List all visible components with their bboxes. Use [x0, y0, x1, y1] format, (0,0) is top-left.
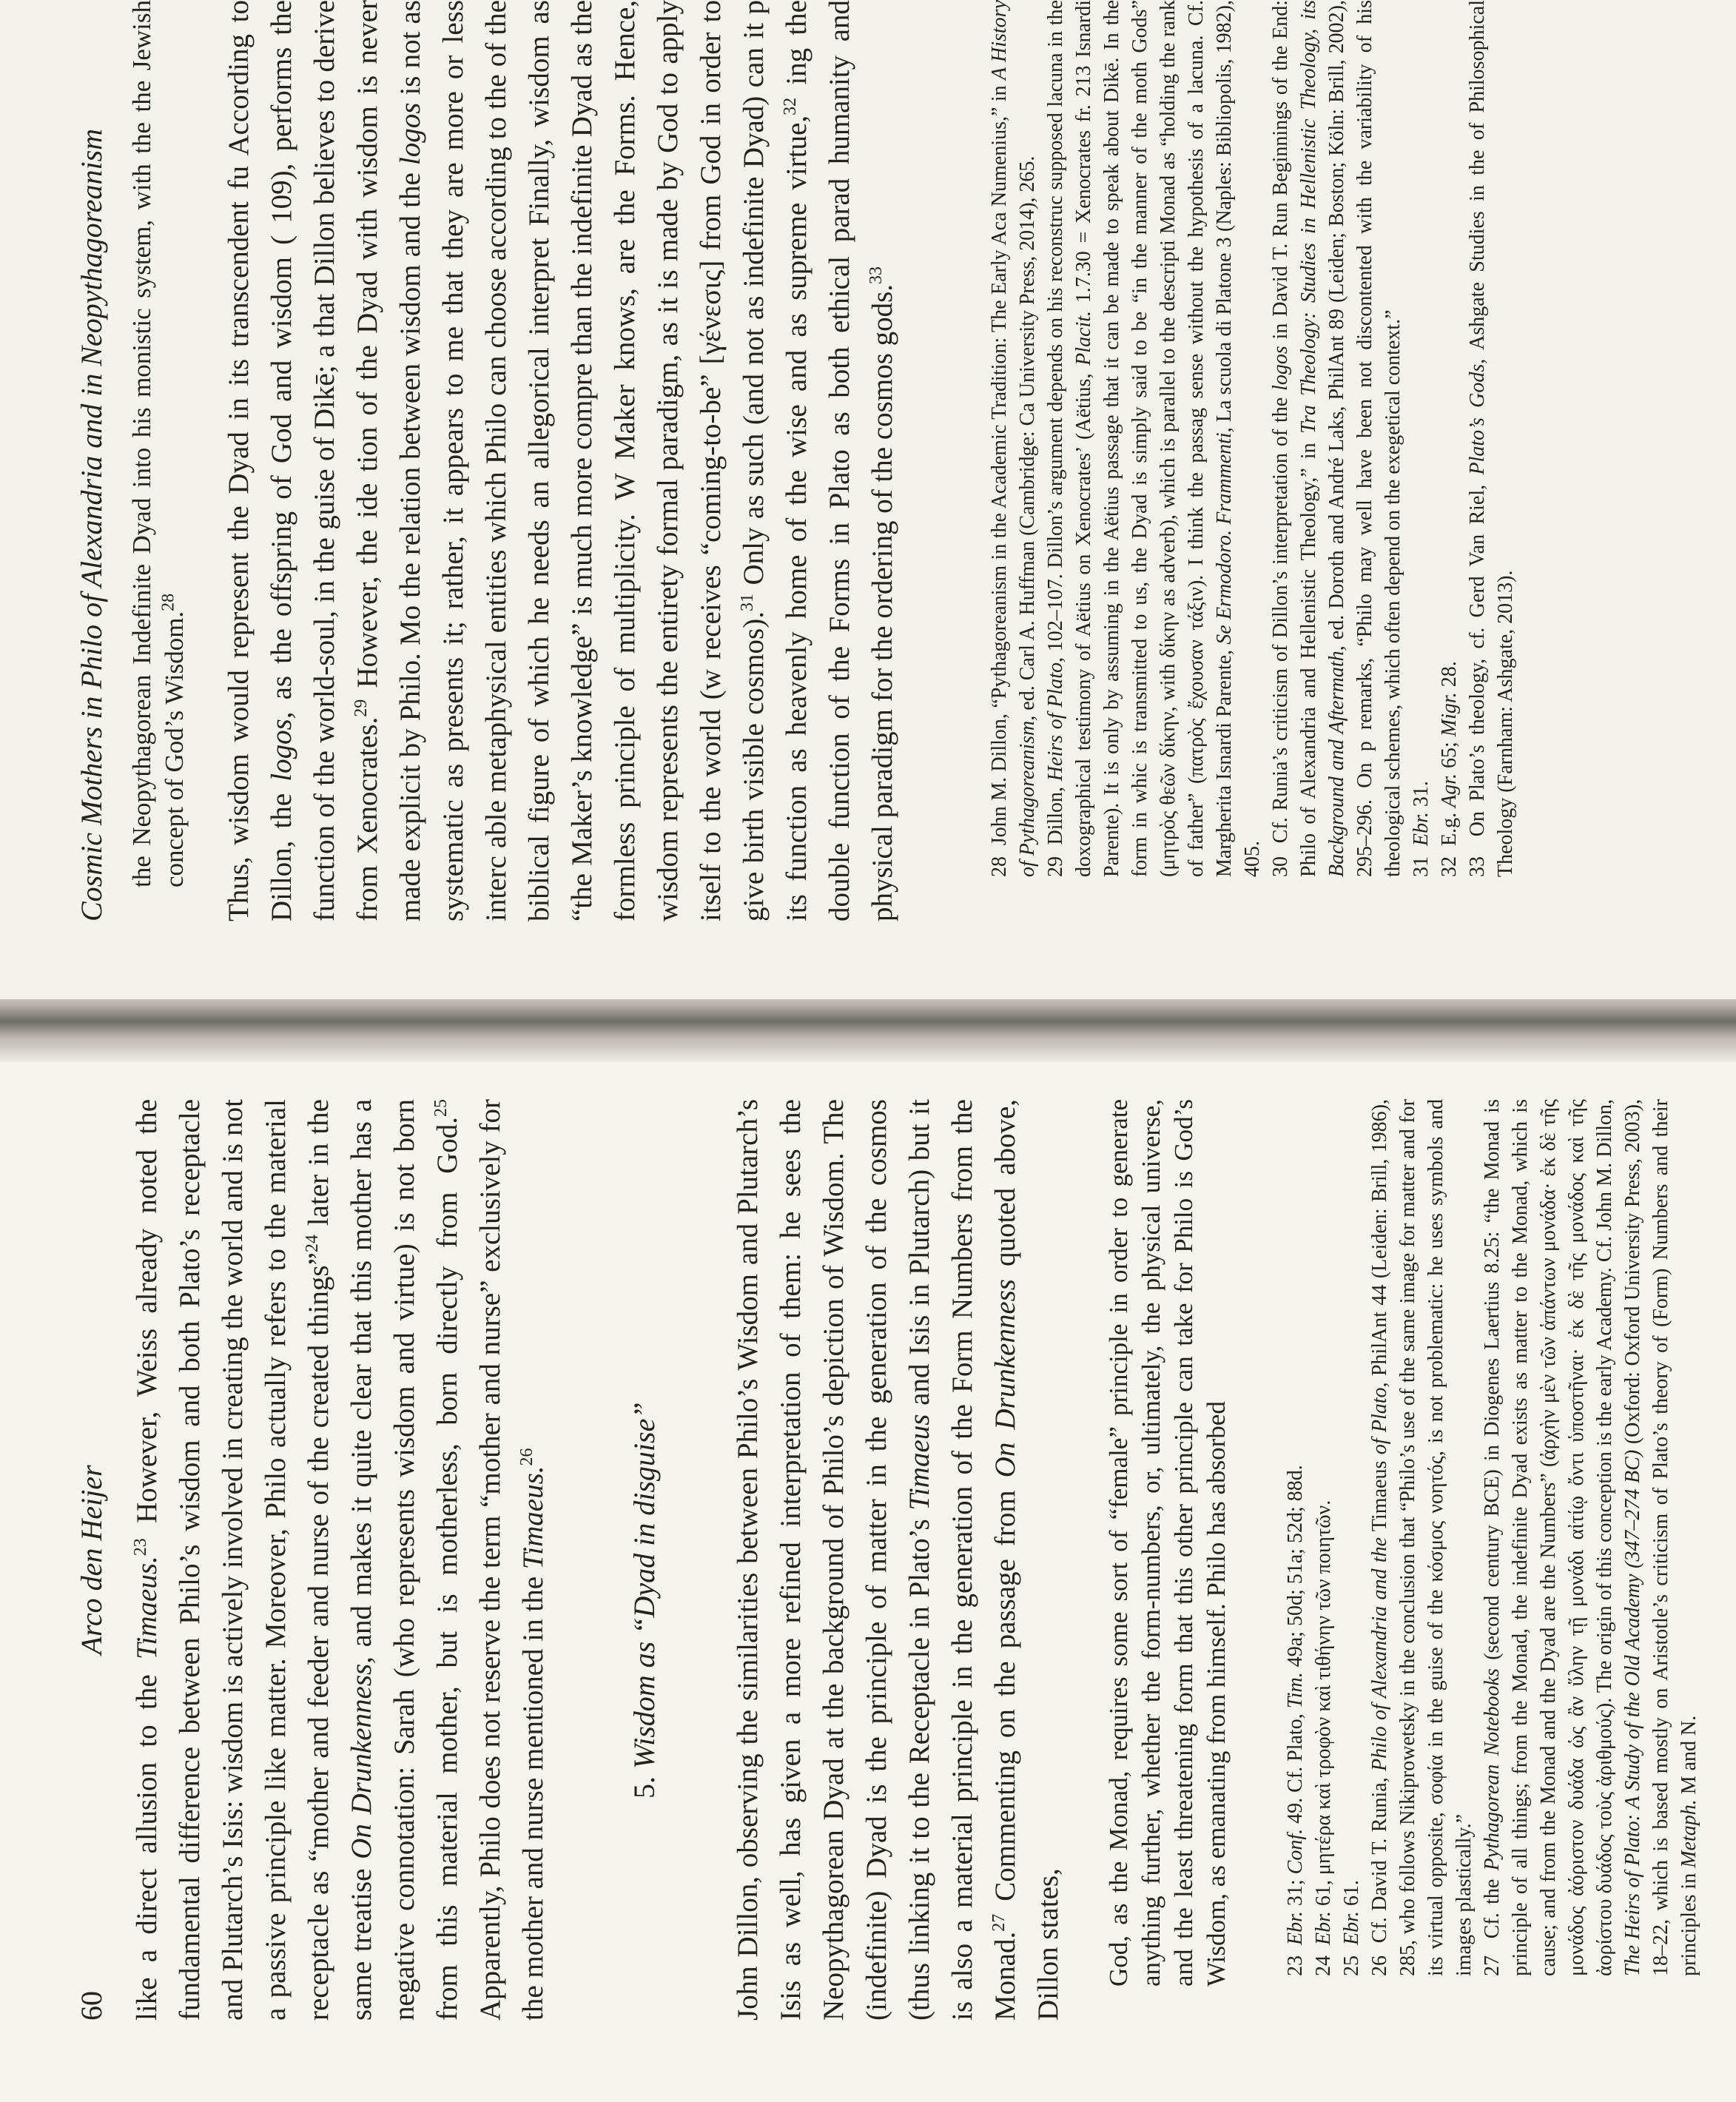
footnote-number: 28: [988, 845, 1011, 877]
footnote-number: 32: [1438, 846, 1461, 877]
footnote-number: 24: [1312, 1945, 1335, 1976]
footnote-ref: 32: [781, 97, 800, 115]
footnote: 29 Dillon, Heirs of Plato, 102–107. Dillon’s argument depends on his reconstruc supposed lacuna in the doxographical testimony of Aëtius on Xenocrates’ (Aëtius, Placit. 1.7.30 = Xenocrates fr. 213 Isnardi Parente). It is only by assuming in the Aëtius passage that it can be made to speak about Dikē. In the form in whic is transmitted to us, the Dyad is simply said to be “in the manner of the moth Gods” (μητρὸς θεῶν δίκην, with δίκην as adverb), which is parallel to the descripti Monad as “holding the rank of father” (πατρὸς ἔχουσαν τάξιν). I think the passag sense without the hypothesis of a lacuna. Cf. Margherita Isnardi Parente, Se Ermodoro. Frammenti, La scuola di Platone 3 (Naples: Bibliopolis, 1982), 405.: [1044, 0, 1264, 877]
italic-text: Timaeus.: [517, 1465, 549, 1570]
italic-text: The Heirs of Plato: A Study of the Old Academy (347–274 BC): [1621, 1449, 1644, 1976]
footnote-number: 31: [1410, 846, 1433, 877]
italic-text: Timaeus.: [131, 1556, 163, 1660]
page-number: 60: [75, 1991, 108, 2021]
footnote-number: 30: [1269, 843, 1292, 877]
footnote: 33 On Plato’s theology, cf. Gerd Van Riel, Plato’s Gods, Ashgate Studies in the of Philosophical Theology (Farnham: Ashgate, 2013).: [1466, 0, 1517, 877]
italic-text: Ebr.: [1284, 1911, 1307, 1945]
running-head-title: Cosmic Mothers in Philo of Alexandria and in Neopythagoreanism: [75, 128, 108, 921]
footnote-number: 25: [1340, 1945, 1363, 1976]
italic-text: On Drunkenness: [989, 1279, 1021, 1478]
footnote-ref: 25: [431, 1099, 451, 1117]
footnote: 30 Cf. Runia’s criticism of Dillon’s interpretation of the logos in David T. Run Beginnings of the End: Philo of Alexandria and Hellenistic Theology,” in Tra Theology: Studies in Hellenistic Theology, its Background and Aftermath, ed. Doroth and André Laks, PhilAnt 89 (Leiden; Boston; Köln: Brill, 2002), 295–296. On p remarks, “Philo may well have been not discontented with the variability of his theological schemes, which often depend on the exegetical context.”: [1269, 0, 1404, 877]
footnote-number: 26: [1368, 1943, 1391, 1976]
italic-text: Pythagorean Notebooks: [1481, 1668, 1504, 1871]
footnote-number: 33: [1466, 836, 1489, 877]
italic-text: Philo of Alexandria and the: [1368, 1537, 1391, 1771]
quote-continuation: the Neopythagorean Indefinite Dyad into his monistic system, with the the Jewish concept of God’s Wisdom.$^{28}$: [127, 0, 189, 887]
italic-text: Tim.: [1284, 1672, 1307, 1709]
italic-text: Heirs of Plato,: [1044, 657, 1067, 782]
italic-text: On Drunkenness,: [346, 1656, 377, 1859]
footnote-ref: 28: [158, 593, 178, 611]
italic-text: Ebr.: [1312, 1911, 1335, 1945]
italic-text: Metaph.: [1678, 1799, 1700, 1868]
section-heading: [623, 1099, 666, 1799]
italic-text: Migr.: [1438, 692, 1461, 737]
right-body-text: [126, 0, 904, 921]
footnote-ref: 33: [867, 266, 886, 284]
footnote: 27 Cf. the Pythagorean Notebooks (second century BCE) in Diogenes Laertius 8.25: “the Monad is principle of all things; from the Monad, the indefinite Dyad exists as matter to the Monad, which is cause; and from the Monad and the Dyad are the Numbers” (ἀρχὴν μὲν τῶν ἁπάντων μονάδα· ἐκ δὲ τῆς μονάδος ἀόριστον δυάδα ὡς ἂν ὕλην τῇ μονάδι αἰτίῳ ὄντι ὑποστῆναι· ἐκ δὲ τῆς μονάδος καὶ τῆς ἀορίστου δυάδος τοὺς ἀριθμούς). The origin of this conception is the early Academy. Cf. John M. Dillon, The Heirs of Plato: A Study of the Old Academy (347–274 BC) (Oxford: Oxford University Press, 2003), 18–22, which is based mostly on Aristotle’s criticism of Plato’s theory of (Form) Numbers and their principles in Metaph. M and N.: [1481, 1099, 1700, 1976]
italic-text: of Plato,: [1368, 1382, 1391, 1455]
footnote-ref: 29: [351, 699, 371, 717]
footnote-ref: 24: [303, 1235, 322, 1253]
italic-text: logos: [394, 102, 426, 166]
section-title: Wisdom as “Dyad in disguise”: [628, 1402, 661, 1769]
left-paragraph-1: like a direct allusion to the Timaeus.$^{23}$ However, Weiss already noted the fundamental difference between Philo’s wisdom and both Plato’s receptacle and Plutarch’s Isis: wisdom is actively involved in creating the world and is not a passive principle like matter. Moreover, Philo actually refers to the material receptacle as “mother and feeder and nurse of the created things”$^{24}$ later in the same treatise On Drunkenness, and makes it quite clear that this mother has a negative connotation: Sarah (who represents wisdom and virtue) is not born from this material mother, but is motherless, born directly from God.$^{25}$ Apparently, Philo does not reserve the term “mother and nurse” exclusively for the mother and nurse mentioned in the Timaeus.$^{26}$: [131, 1098, 549, 2021]
right-paragraph-1: Thus, wisdom would represent the Dyad in its transcendent fu According to Dillon, the logos, as the offspring of God and wisdom ( 109), performs the function of the world-soul, in the guise of Dikē; a that Dillon believes to derive from Xenocrates.$^{29}$ However, the ide tion of the Dyad with wisdom is never made explicit by Philo. Mo the relation between wisdom and the logos is not as systematic as presents it; rather, it appears to me that they are more or less interc able metaphysical entities which Philo can choose according to the of the biblical figure of which he needs an allegorical interpret Finally, wisdom as “the Maker’s knowledge” is much more compre than the indefinite Dyad as the formless principle of multiplicity. W Maker knows, are the Forms. Hence, wisdom represents the entirety formal paradigm, as it is made by God to apply itself to the world (w receives “coming-to-be” [γένεσις] from God in order to give birth visible cosmos).$^{31}$ Only as such (and not as indefinite Dyad) can it p its function as heavenly home of the wise and as supreme virtue,$^{32}$ ing the double function of the Forms in Plato as both ethical parad humanity and physical paradigm for the ordering of the cosmos gods.$^{33}$: [223, 0, 898, 921]
footnote: 23 Ebr. 31; Conf. 49. Cf. Plato, Tim. 49a; 50d; 51a; 52d; 88d.: [1284, 1465, 1307, 1976]
footnote-ref: 27: [989, 1913, 1009, 1932]
italic-text: Timaeus: [904, 1414, 935, 1511]
footnote: 31 Ebr. 31.: [1410, 781, 1433, 877]
footnote: 25 Ebr. 61.: [1340, 1880, 1363, 1976]
footnote: 26 Cf. David T. Runia, Philo of Alexandria and the Timaeus of Plato, PhilAnt 44 (Leiden: Brill, 1986), 285, who follows Nikiprowetsky in the conclusion that “Philo’s use of the same image for matter and for its virtual opposite, σοφία in the guise of the κόσμος νοητός, is not problematic: he uses symbols and images plastically.”: [1368, 1099, 1476, 1976]
footnote: 32 E.g. Agr. 65; Migr. 28.: [1438, 661, 1461, 877]
footnote-ref: 31: [738, 594, 757, 612]
right-page: [0, 0, 1736, 999]
footnote: 24 Ebr. 61, μητέρα καὶ τροφὸν καὶ τιθήνην τῶν ποιητῶν.: [1312, 1500, 1335, 1976]
footnote-ref: 23: [131, 1538, 150, 1557]
left-body-text: [126, 1099, 1233, 2021]
right-page-header: [74, 0, 126, 921]
italic-text: Se Ermodoro. Frammenti,: [1213, 427, 1236, 645]
italic-text: Ebr.: [1410, 812, 1433, 846]
block-quote: God, as the Monad, requires some sort of “female” principle in order to generate anything further, whether the form-numbers, or, ultimately, the physical universe, and the least threatening form that this other principle can take for Philo is God’s Wisdom, as emanating from himself. Philo has absorbed: [1104, 1099, 1231, 1987]
left-paragraph-2: John Dillon, observing the similarities between Philo’s Wisdom and Plutarch’s Isis as well, has given a more refined interpretation of them: he sees the Neopythagorean Dyad at the background of Philo’s depiction of Wisdom. The (indefinite) Dyad is the principle of matter in the generation of the cosmos (thus linking it to the Receptacle in Plato’s Timaeus and Isis in Plutarch) but it is also a material principle in the generation of the Form Numbers from the Monad.$^{27}$ Commenting on the passage from On Drunkenness quoted above, Dillon states,: [732, 1098, 1064, 2021]
italic-text: A History of Pythagoreanism,: [988, 0, 1039, 877]
right-footnotes: [986, 0, 1520, 921]
left-page: [0, 1047, 1736, 2102]
footnote-ref: 26: [517, 1448, 536, 1466]
italic-text: logos: [1269, 346, 1292, 391]
italic-text: Agr.: [1438, 773, 1461, 807]
italic-text: logos,: [266, 711, 297, 782]
italic-text: Ebr.: [1340, 1911, 1363, 1945]
left-footnotes: [1282, 1099, 1703, 2021]
italic-text: Plato’s Gods,: [1466, 358, 1489, 475]
left-page-header: [74, 1099, 126, 2021]
italic-text: Conf.: [1284, 1828, 1307, 1875]
running-head-author: Arco den Heijer: [75, 1465, 108, 1655]
italic-text: Placit.: [1072, 310, 1095, 366]
footnote: 28 John M. Dillon, “Pythagoreanism in the Academic Tradition: The Early Aca Numenius,” in A History of Pythagoreanism, ed. Carl A. Huffman (Cambridge: Ca University Press, 2014), 265.: [988, 0, 1039, 877]
footnote-number: 29: [1044, 845, 1067, 877]
italic-text: Tra Theology: Studies in Hellenistic Theology, its Background and Aftermath,: [1297, 0, 1348, 877]
section-number: 5.: [628, 1776, 661, 1799]
footnote-number: 23: [1284, 1945, 1307, 1976]
footnote-number: 27: [1481, 1938, 1504, 1976]
